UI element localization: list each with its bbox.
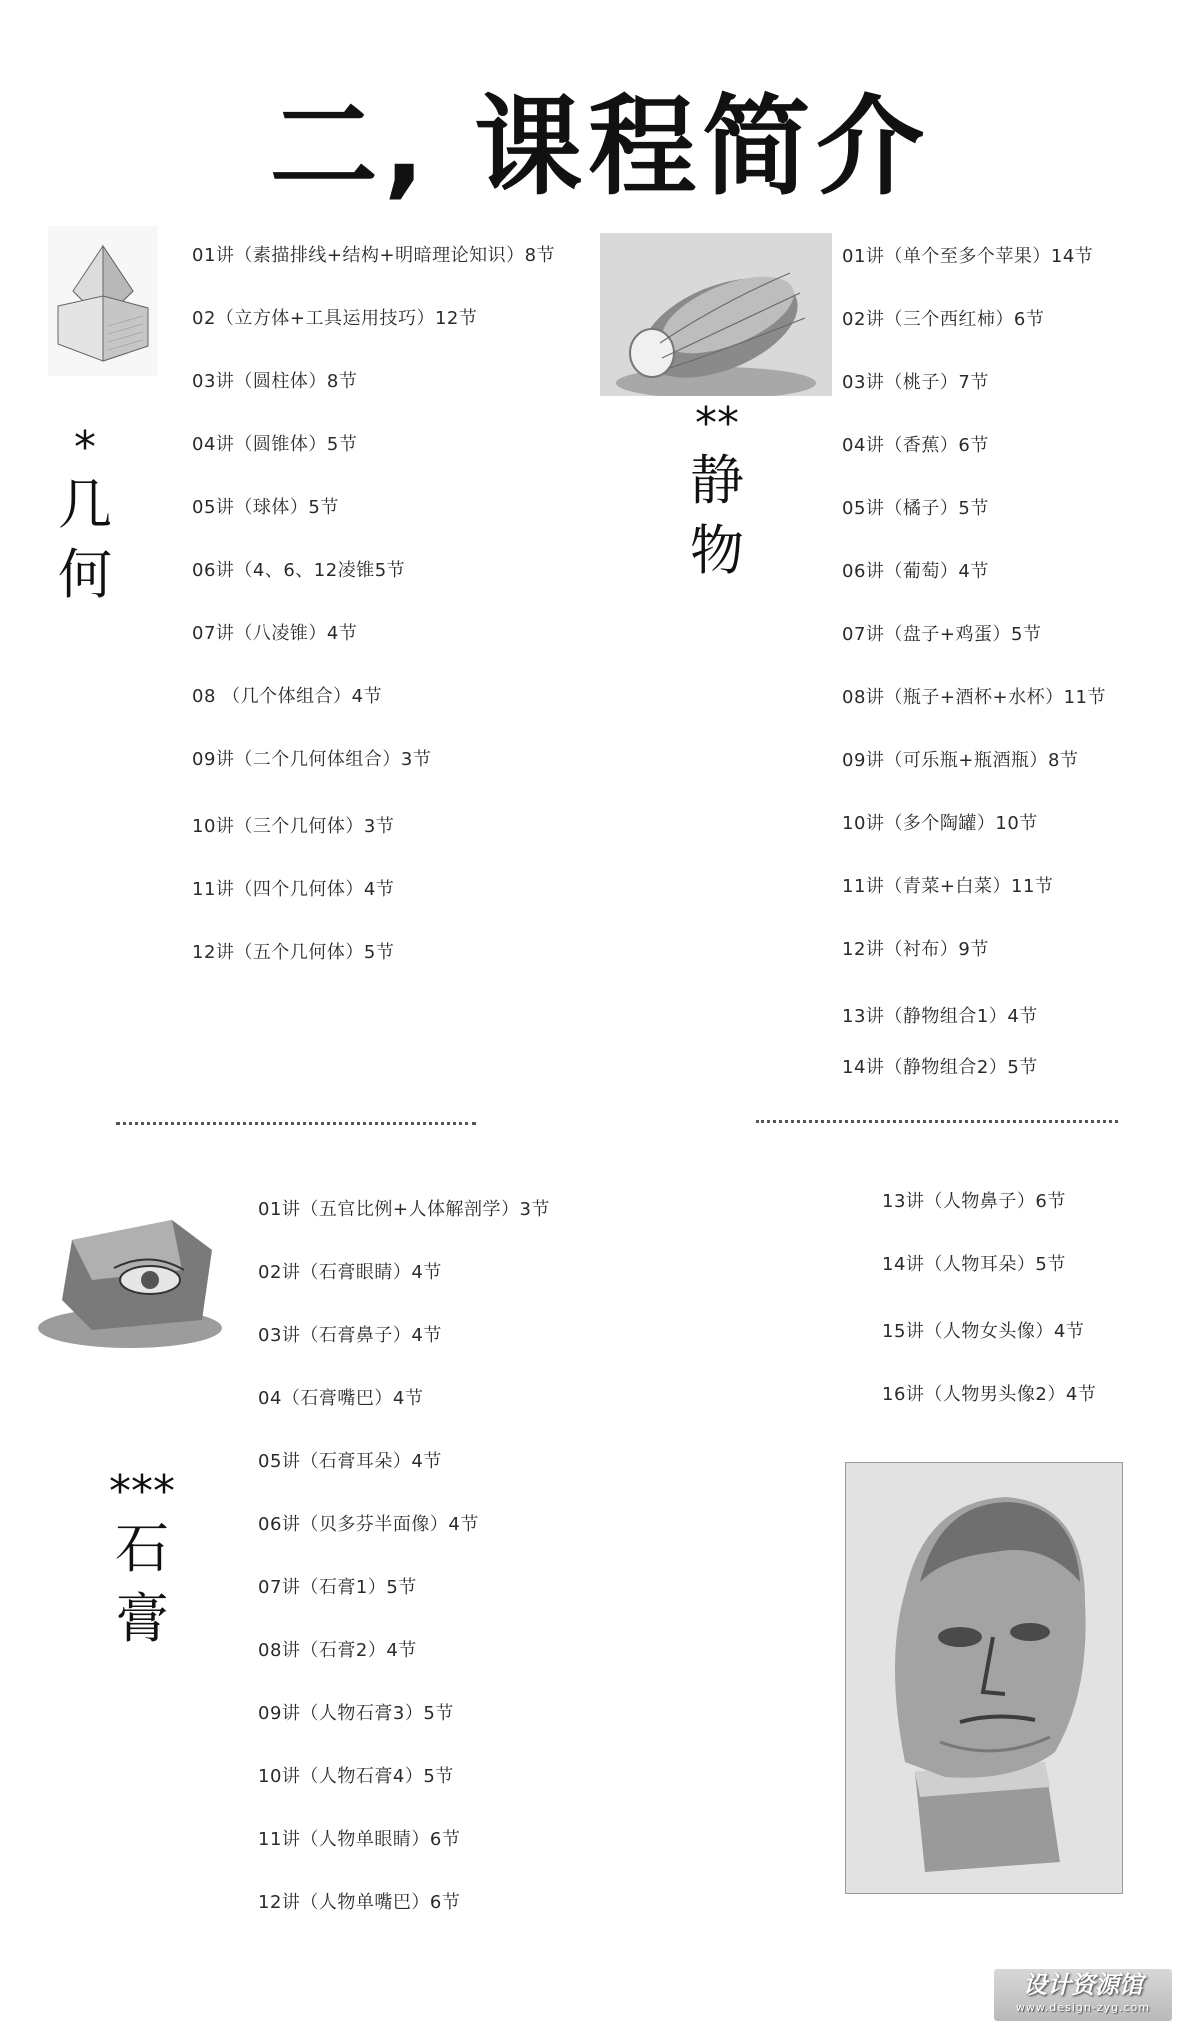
geometry-lesson-item: 09讲（二个几何体组合）3节 bbox=[192, 749, 432, 770]
still-life-lesson-item: 05讲（橘子）5节 bbox=[842, 498, 989, 519]
plaster-stars: *** bbox=[109, 1466, 175, 1517]
still-life-lesson-item: 12讲（衬布）9节 bbox=[842, 939, 989, 960]
page-title: 二, 课程简介 bbox=[269, 85, 931, 210]
still-life-lesson-item: 14讲（静物组合2）5节 bbox=[842, 1057, 1038, 1078]
plaster-lesson-item: 09讲（人物石膏3）5节 bbox=[258, 1703, 454, 1724]
plaster-lesson-item: 11讲（人物单眼睛）6节 bbox=[258, 1829, 461, 1850]
plaster-name-char-2: 膏 bbox=[115, 1587, 169, 1650]
geometry-lesson-item: 08 （几个体组合）4节 bbox=[192, 686, 383, 707]
still-life-lesson-item: 09讲（可乐瓶+瓶酒瓶）8节 bbox=[842, 750, 1079, 771]
plaster-lesson-item: 16讲（人物男头像2）4节 bbox=[882, 1384, 1097, 1405]
section-divider-right bbox=[756, 1120, 1118, 1123]
plaster-category-label bbox=[92, 1466, 192, 1654]
still-life-name-char-2: 物 bbox=[690, 519, 744, 582]
geometry-lesson-item: 07讲（八凌锥）4节 bbox=[192, 623, 358, 644]
watermark-url-text: www.design-zyg.com bbox=[1015, 2001, 1151, 2014]
still-life-lesson-item: 01讲（单个至多个苹果）14节 bbox=[842, 246, 1094, 267]
watermark-main-text: 设计资源馆 bbox=[1023, 1971, 1143, 1999]
plaster-lesson-item: 02讲（石膏眼睛）4节 bbox=[258, 1262, 442, 1283]
geometry-lesson-item: 04讲（圆锥体）5节 bbox=[192, 434, 358, 455]
still-life-lesson-item: 13讲（静物组合1）4节 bbox=[842, 1006, 1038, 1027]
geometry-lesson-item: 05讲（球体）5节 bbox=[192, 497, 339, 518]
still-life-lesson-item: 11讲（青菜+白菜）11节 bbox=[842, 876, 1054, 897]
geometry-lesson-item: 12讲（五个几何体）5节 bbox=[192, 942, 395, 963]
geometry-name-char-1: 几 bbox=[58, 473, 112, 536]
still-life-lesson-item: 02讲（三个西红柿）6节 bbox=[842, 309, 1045, 330]
plaster-bust-illustration bbox=[845, 1462, 1123, 1894]
still-life-illustration bbox=[600, 233, 832, 396]
still-life-lesson-item: 03讲（桃子）7节 bbox=[842, 372, 989, 393]
plaster-lesson-item: 13讲（人物鼻子）6节 bbox=[882, 1191, 1066, 1212]
plaster-lesson-list bbox=[258, 1195, 618, 1935]
geometry-stars: * bbox=[74, 422, 96, 473]
geometry-lesson-item: 01讲（素描排线+结构+明暗理论知识）8节 bbox=[192, 245, 556, 266]
plaster-lesson-item: 03讲（石膏鼻子）4节 bbox=[258, 1325, 442, 1346]
geometry-lesson-item: 02（立方体+工具运用技巧）12节 bbox=[192, 308, 478, 329]
plaster-lesson-item: 10讲（人物石膏4）5节 bbox=[258, 1766, 454, 1787]
still-life-lesson-item: 08讲（瓶子+酒杯+水杯）11节 bbox=[842, 687, 1106, 708]
plaster-lesson-item: 12讲（人物单嘴巴）6节 bbox=[258, 1892, 461, 1913]
plaster-eye-illustration bbox=[32, 1210, 228, 1350]
still-life-lesson-item: 04讲（香蕉）6节 bbox=[842, 435, 989, 456]
plaster-lesson-item: 07讲（石膏1）5节 bbox=[258, 1577, 417, 1598]
geometry-lesson-item: 11讲（四个几何体）4节 bbox=[192, 879, 395, 900]
geometry-lesson-list bbox=[192, 241, 612, 961]
plaster-lesson-item: 06讲（贝多芬半面像）4节 bbox=[258, 1514, 479, 1535]
section-divider-left bbox=[116, 1122, 476, 1125]
plaster-lesson-item: 01讲（五官比例+人体解剖学）3节 bbox=[258, 1199, 550, 1220]
watermark-logo bbox=[994, 1969, 1172, 2021]
plaster-lesson-item: 04（石膏嘴巴）4节 bbox=[258, 1388, 424, 1409]
still-life-category-label bbox=[672, 398, 762, 586]
geometry-lesson-item: 03讲（圆柱体）8节 bbox=[192, 371, 358, 392]
plaster-lesson-item: 15讲（人物女头像）4节 bbox=[882, 1321, 1085, 1342]
geometry-illustration bbox=[48, 226, 158, 376]
geometry-name-char-2: 何 bbox=[58, 543, 112, 606]
plaster-lesson-item: 14讲（人物耳朵）5节 bbox=[882, 1254, 1066, 1275]
still-life-lesson-item: 10讲（多个陶罐）10节 bbox=[842, 813, 1038, 834]
geometry-lesson-item: 10讲（三个几何体）3节 bbox=[192, 816, 395, 837]
geometry-category-label bbox=[40, 422, 130, 610]
still-life-name-char-1: 静 bbox=[690, 449, 744, 512]
plaster-name-char-1: 石 bbox=[115, 1517, 169, 1580]
still-life-lesson-list bbox=[842, 242, 1182, 1078]
still-life-lesson-item: 07讲（盘子+鸡蛋）5节 bbox=[842, 624, 1042, 645]
still-life-stars: ** bbox=[695, 398, 739, 449]
plaster-lesson-list-continued bbox=[882, 1187, 1182, 1407]
still-life-lesson-item: 06讲（葡萄）4节 bbox=[842, 561, 989, 582]
plaster-lesson-item: 05讲（石膏耳朵）4节 bbox=[258, 1451, 442, 1472]
geometry-lesson-item: 06讲（4、6、12凌锥5节 bbox=[192, 560, 406, 581]
plaster-lesson-item: 08讲（石膏2）4节 bbox=[258, 1640, 417, 1661]
